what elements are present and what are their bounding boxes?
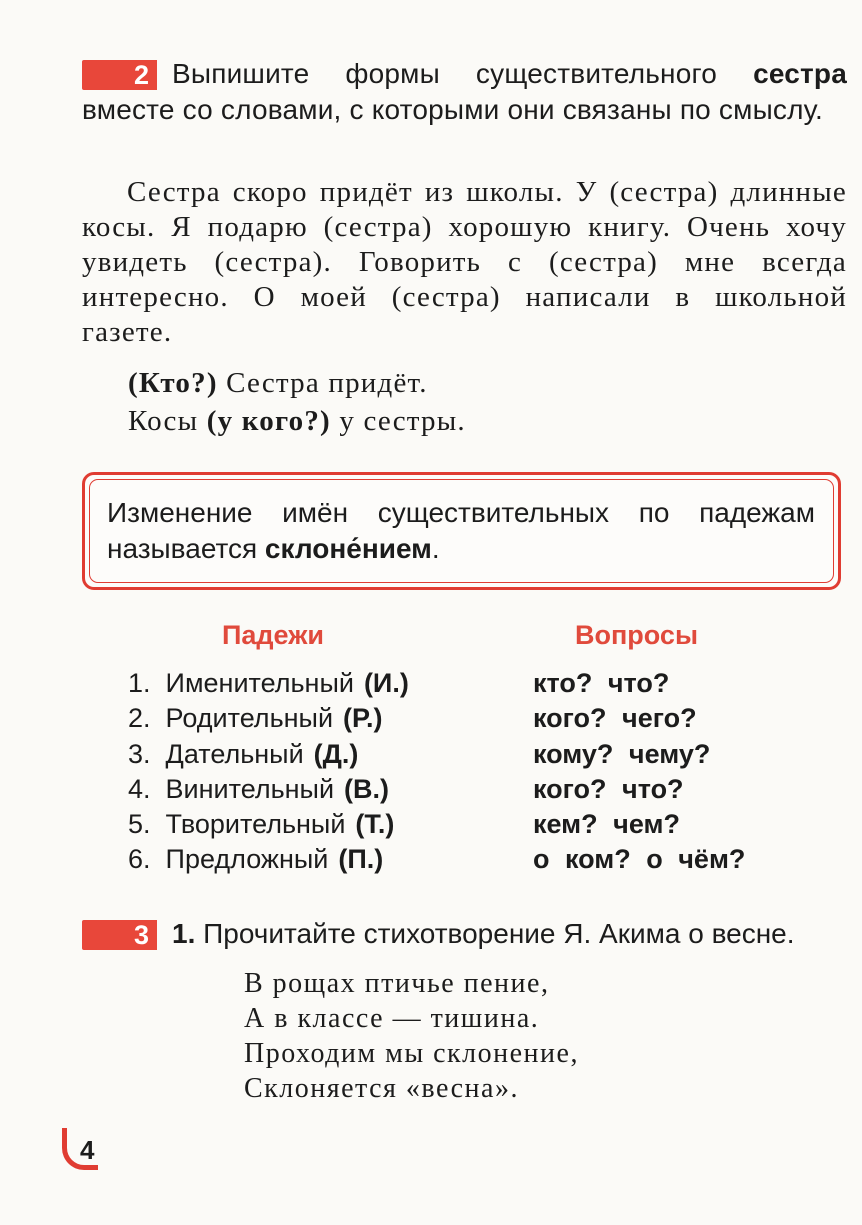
case-row	[128, 668, 409, 704]
task-3-instruction	[172, 916, 795, 952]
case-number: 6.	[128, 844, 151, 874]
instruction-keyword: сестра	[753, 58, 847, 89]
case-row	[128, 703, 382, 739]
case-abbr: (И.)	[363, 668, 409, 698]
example-line-1	[128, 364, 466, 402]
example-answer: у сестры.	[330, 405, 466, 437]
case-name: Именительный	[165, 668, 354, 698]
case-questions: о ком? о чём?	[533, 844, 746, 874]
case-name: Родительный	[165, 703, 334, 733]
task-number: 3	[133, 919, 149, 950]
rule-text-start: Изменение имён существительных по падежам называется	[107, 497, 815, 564]
case-number: 4.	[128, 774, 151, 804]
case-questions: кого? что?	[533, 774, 684, 804]
poem-line: В рощах птичье пение,	[244, 968, 550, 999]
case-abbr: (В.)	[344, 774, 390, 804]
poem-line: А в классе — тишина.	[244, 1003, 540, 1034]
case-row	[128, 809, 394, 845]
rule-box	[82, 472, 841, 590]
page-number: 4	[80, 1135, 95, 1165]
instruction-text: Выпишите формы существительного	[172, 58, 754, 89]
case-name: Предложный	[165, 844, 329, 874]
example-answer: Сестра придёт.	[217, 367, 428, 399]
case-abbr: (П.)	[338, 844, 384, 874]
example-question: (Кто?)	[128, 367, 218, 399]
case-abbr: (Д.)	[313, 739, 359, 769]
case-questions: кого? чего?	[533, 703, 697, 733]
case-number: 3.	[128, 739, 151, 769]
poem-line: Проходим мы склонение,	[244, 1038, 579, 1069]
case-abbr: (Т.)	[355, 809, 395, 839]
poem	[244, 966, 579, 1106]
case-name: Винительный	[165, 774, 335, 804]
rule-term: склоне́нием	[264, 533, 432, 564]
case-name: Дательный	[165, 739, 304, 769]
case-abbr: (Р.)	[343, 703, 383, 733]
case-questions: кем? чем?	[533, 809, 680, 839]
answer-examples	[128, 364, 466, 440]
reading-passage	[82, 175, 847, 350]
task-number-badge	[82, 920, 157, 950]
example-word: Косы	[128, 405, 207, 437]
sub-task-number: 1.	[172, 918, 196, 949]
passage-text: Сестра скоро придёт из школы. У (сестра) длинные косы. Я подарю (сестра) хорошую книгу. Очень хочу увидеть (сестра). Говорить с (сестра) мне всегда интересно. О моей (сестра) написали в школьной газете.	[82, 176, 847, 348]
instruction-text-end: вместе со словами, с которыми они связаны по смыслу.	[82, 94, 824, 125]
poem-line: Склоняется «весна».	[244, 1073, 519, 1104]
task-2-instruction	[82, 56, 847, 128]
case-questions: кому? чему?	[533, 739, 711, 769]
questions-header: Вопросы	[575, 620, 699, 650]
case-row	[128, 774, 389, 810]
case-row	[128, 739, 358, 775]
rule-text-end: .	[431, 533, 440, 564]
case-name: Творительный	[165, 809, 346, 839]
example-question: (у кого?)	[206, 405, 331, 437]
example-line-2	[128, 402, 466, 440]
instruction-text: Прочитайте стихотворение Я. Акима о весне.	[203, 918, 795, 949]
case-questions: кто? что?	[533, 668, 670, 698]
case-row	[128, 844, 383, 880]
cases-header: Падежи	[222, 620, 324, 650]
case-number: 1.	[128, 668, 151, 698]
case-number: 2.	[128, 703, 151, 733]
case-number: 5.	[128, 809, 151, 839]
task-number: 2	[133, 59, 149, 90]
rule-text	[107, 495, 815, 567]
